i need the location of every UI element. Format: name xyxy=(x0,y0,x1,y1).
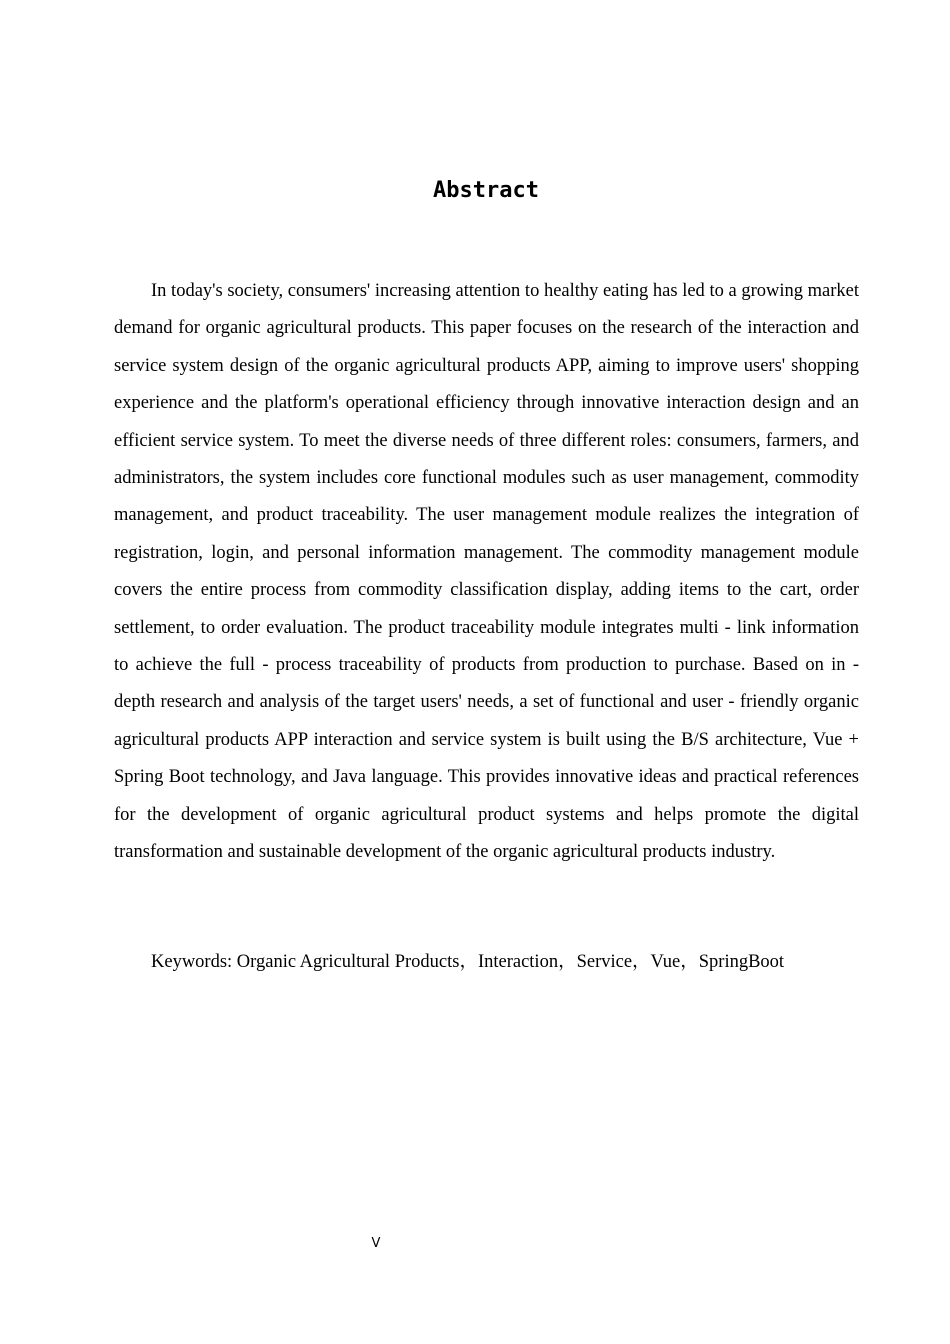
keywords-line: Keywords: Organic Agricultural Products，Interaction，Service，Vue，SpringBoot xyxy=(151,952,785,972)
abstract-body: In today's society, consumers' increasing attention to healthy eating has led to a growing market demand for organic agricultural products. This paper focuses on the research of the interaction and service system design of the organic agricultural products APP, aiming to improve users' shopping experience and the platform's operational efficiency through innovative interaction design and an efficient service system. To meet the diverse needs of three different roles: consumers, farmers, and administrators, the system includes core functional modules such as user management, commodity management, and product traceability. The user management module realizes the integration of registration, login, and personal information management. The commodity management module covers the entire process from commodity classification display, adding items to the cart, order settlement, to order evaluation. The product traceability module integrates multi - link information to achieve the full - process traceability of products from production to purchase. Based on in - depth research and analysis of the target users' needs, a set of functional and user - friendly organic agricultural products APP interaction and service system is built using the B/S architecture, Vue + Spring Boot technology, and Java language. This provides innovative ideas and practical references for the development of organic agricultural product systems and helps promote the digital transformation and sustainable development of the organic agricultural products industry. xyxy=(114,281,859,863)
abstract-title: Abstract xyxy=(433,178,539,203)
page-number: V xyxy=(371,1236,381,1251)
